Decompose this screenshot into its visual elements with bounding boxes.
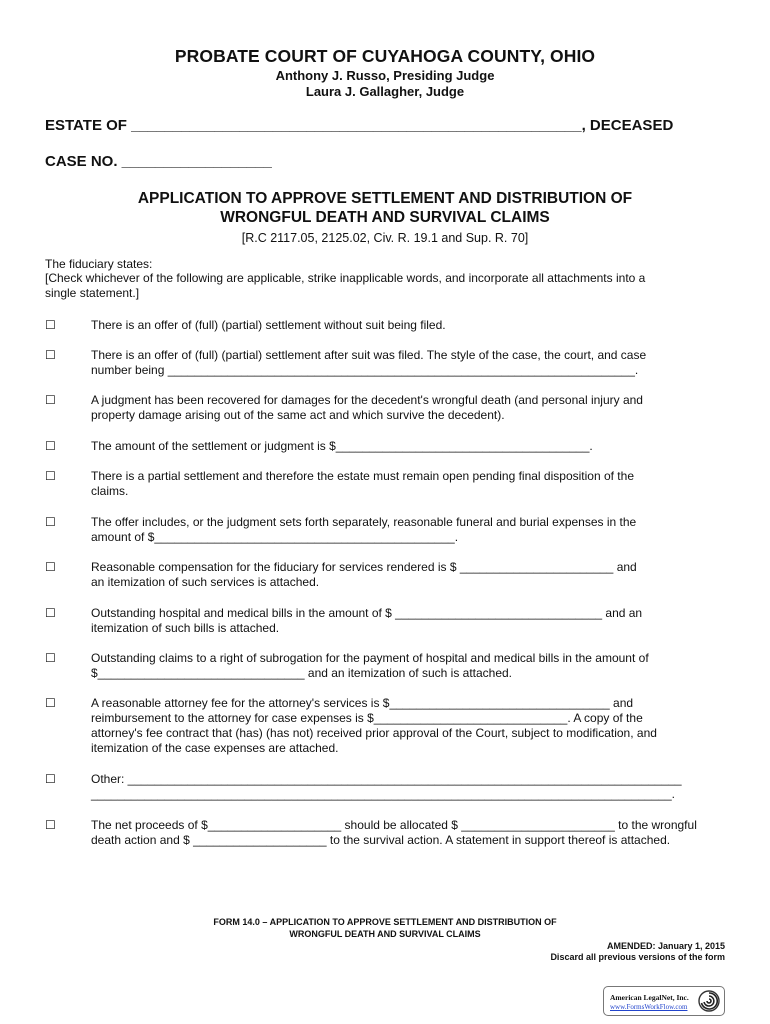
checkbox-item-line: A judgment has been recovered for damages for the decedent's wrongful death (and personal injury and (91, 393, 643, 407)
checkbox-item-line: Outstanding claims to a right of subrogation for the payment of hospital and medical bills in the amount of (91, 651, 649, 665)
checkbox-item-line: reimbursement to the attorney for case expenses is $_____________________________. A copy of the (91, 711, 643, 725)
discard-notice: Discard all previous versions of the form (550, 952, 725, 962)
publisher-url[interactable]: www.FormsWorkFlow.com (610, 1003, 688, 1011)
checkbox-item-line: amount of $_____________________________________________. (91, 530, 459, 544)
checkbox-item-line: an itemization of such services is attached. (91, 575, 320, 589)
checkbox-item-text (91, 696, 731, 756)
judge: Laura J. Gallagher, Judge (305, 84, 465, 99)
checkbox-item-line: Reasonable compensation for the fiduciary for services rendered is $ _______________________ and (91, 560, 637, 574)
checkbox-icon[interactable]: ☐ (45, 818, 56, 832)
checkbox-item-line: itemization of the case expenses are attached. (91, 741, 339, 755)
checkbox-icon[interactable]: ☐ (45, 515, 56, 529)
checkbox-icon[interactable]: ☐ (45, 696, 56, 710)
swirl-logo-icon (698, 990, 720, 1012)
estate-of-field[interactable]: ESTATE OF ______________________________________________________, DECEASED (45, 117, 674, 134)
checkbox-item-line: number being ______________________________________________________________________. (91, 363, 639, 377)
checkbox-item-line: There is an offer of (full) (partial) settlement without suit being filed. (91, 318, 446, 332)
intro-instructions-line-2: single statement.] (45, 286, 140, 300)
checkbox-item-line: _______________________________________________________________________________________. (91, 787, 675, 801)
footer-form-title (0, 916, 770, 940)
checkbox-icon[interactable]: ☐ (45, 318, 56, 332)
checkbox-icon[interactable]: ☐ (45, 469, 56, 483)
presiding-judge: Anthony J. Russo, Presiding Judge (275, 68, 495, 83)
checkbox-item-line: property damage arising out of the same act and which survive the decedent). (91, 408, 505, 422)
checkbox-item-line: $_______________________________ and an itemization of such is attached. (91, 666, 513, 680)
checkbox-item-line: claims. (91, 484, 129, 498)
checkbox-item-line: Other: ___________________________________________________________________________________ (91, 772, 682, 786)
checkbox-item-text (91, 818, 731, 848)
amended-notice (550, 941, 725, 963)
form-title-line-1: APPLICATION TO APPROVE SETTLEMENT AND DISTRIBUTION OF (137, 190, 633, 207)
footer-form-title-line-2: WRONGFUL DEATH AND SURVIVAL CLAIMS (289, 929, 481, 939)
checkbox-icon[interactable]: ☐ (45, 560, 56, 574)
intro-statement: The fiduciary states: (45, 257, 153, 271)
intro-instructions (45, 271, 725, 301)
checkbox-item-line: death action and $ ____________________ to the survival action. A statement in support thereof is attached. (91, 833, 671, 847)
checkbox-item-text (91, 606, 731, 636)
checkbox-icon[interactable]: ☐ (45, 439, 56, 453)
checkbox-item-text (91, 560, 731, 590)
checkbox-item-text (91, 469, 731, 499)
footer-form-title-line-1: FORM 14.0 – APPLICATION TO APPROVE SETTLEMENT AND DISTRIBUTION OF (213, 917, 557, 927)
checkbox-item-line: There is a partial settlement and therefore the estate must remain open pending final disposition of the (91, 469, 634, 483)
checkbox-item-text (91, 515, 731, 545)
checkbox-item-line: The net proceeds of $____________________ should be allocated $ _______________________ to the wrongful (91, 818, 697, 832)
publisher-logo (603, 986, 725, 1016)
checkbox-item-text (91, 393, 731, 423)
checkbox-item-text (91, 348, 731, 378)
checkbox-item-line: The amount of the settlement or judgment is $______________________________________. (91, 439, 593, 453)
checkbox-icon[interactable]: ☐ (45, 772, 56, 786)
case-number-field[interactable]: CASE NO. __________________ (45, 153, 272, 170)
intro-instructions-line-1: [Check whichever of the following are applicable, strike inapplicable words, and incorporate all attachments into a (45, 271, 646, 285)
amended-date: AMENDED: January 1, 2015 (606, 941, 725, 951)
checkbox-icon[interactable]: ☐ (45, 651, 56, 665)
checkbox-item-text (91, 651, 731, 681)
form-title-line-2: WRONGFUL DEATH AND SURVIVAL CLAIMS (220, 209, 550, 226)
checkbox-item-line: A reasonable attorney fee for the attorney's services is $_________________________________ and (91, 696, 634, 710)
statute-citation: [R.C 2117.05, 2125.02, Civ. R. 19.1 and Sup. R. 70] (241, 231, 529, 245)
publisher-name: American LegalNet, Inc. (610, 993, 689, 1002)
checkbox-icon[interactable]: ☐ (45, 393, 56, 407)
checkbox-icon[interactable]: ☐ (45, 606, 56, 620)
checkbox-item-line: itemization of such bills is attached. (91, 621, 280, 635)
checkbox-item-text (91, 439, 731, 454)
checkbox-item-text (91, 318, 731, 333)
checkbox-item-line: The offer includes, or the judgment sets forth separately, reasonable funeral and burial expenses in the (91, 515, 637, 529)
checkbox-item-line: attorney's fee contract that (has) (has not) received prior approval of the Court, subject to modification, and (91, 726, 657, 740)
checkbox-icon[interactable]: ☐ (45, 348, 56, 362)
checkbox-item-line: There is an offer of (full) (partial) settlement after suit was filed. The style of the case, the court, and case (91, 348, 647, 362)
checkbox-item-text (91, 772, 731, 802)
court-name: PROBATE COURT OF CUYAHOGA COUNTY, OHIO (174, 46, 596, 66)
checkbox-item-line: Outstanding hospital and medical bills in the amount of $ _______________________________ and an (91, 606, 643, 620)
